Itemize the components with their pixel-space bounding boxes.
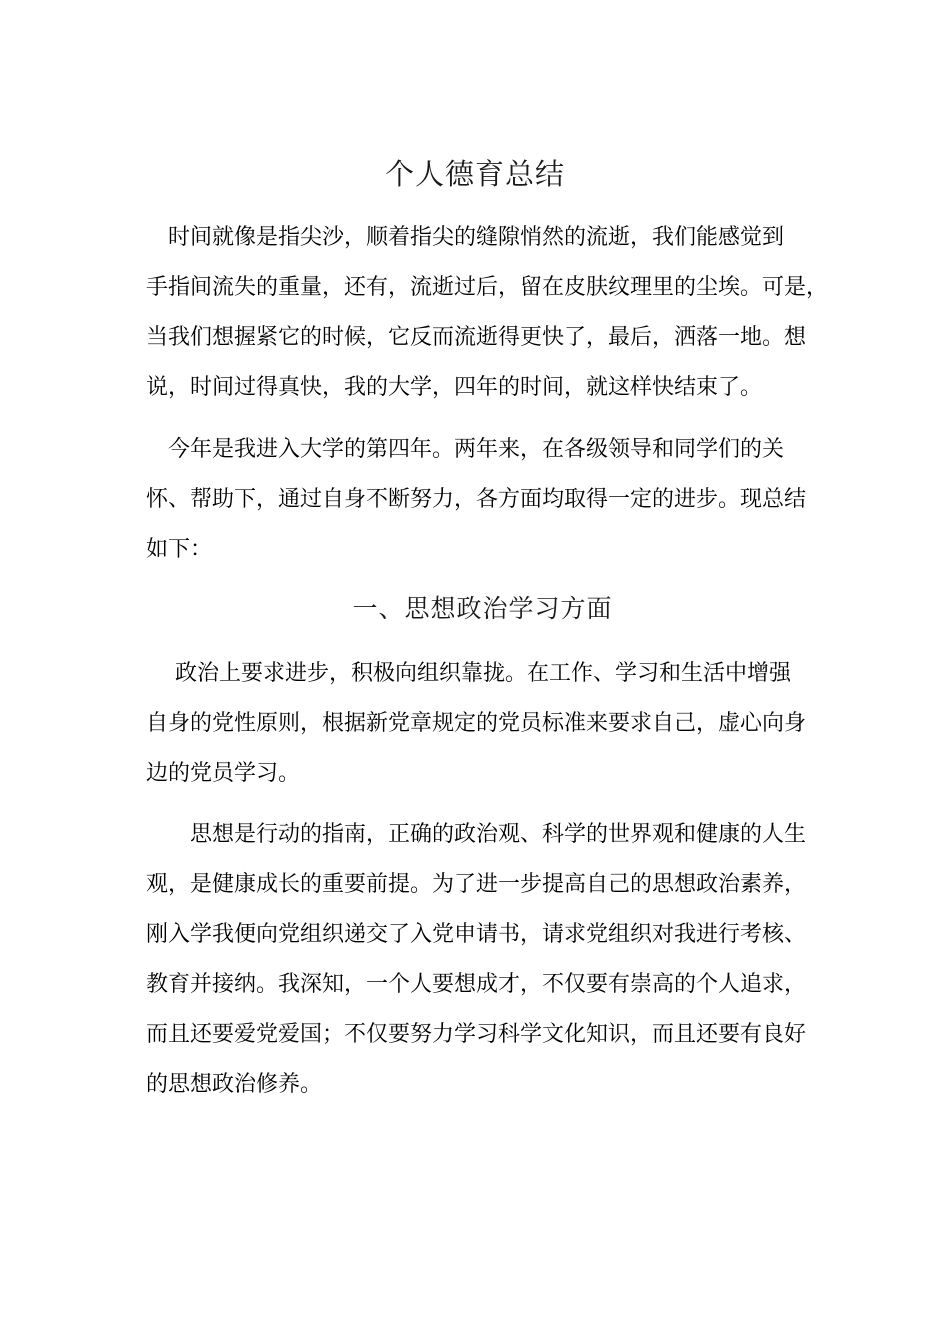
document-title: 个人德育总结	[384, 157, 565, 191]
text-line: 观，是健康成长的重要前提。为了进一步提高自己的思想政治素养，	[146, 872, 807, 897]
text-line: 思想是行动的指南，正确的政治观、科学的世界观和健康的人生	[146, 822, 807, 847]
text-line: 说，时间过得真快，我的大学，四年的时间，就这样快结束了。	[146, 375, 763, 400]
paragraph-ideology	[146, 810, 836, 1110]
text-line: 自身的党性原则，根据新党章规定的党员标准来要求自己，虚心向身	[146, 711, 807, 736]
section-heading: 一、思想政治学习方面	[352, 594, 613, 623]
text-line: 边的党员学习。	[146, 761, 301, 786]
text-line: 手指间流失的重量，还有，流逝过后，留在皮肤纹理里的尘埃。可是，	[146, 275, 829, 300]
text-line: 教育并接纳。我深知，一个人要想成才，不仅要有崇高的个人追求，	[146, 972, 807, 997]
text-line: 政治上要求进步，积极向组织靠拢。在工作、学习和生活中增强	[146, 661, 791, 686]
paragraph-summary-intro	[146, 425, 836, 575]
paragraph-intro	[146, 213, 836, 413]
text-line: 时间就像是指尖沙，顺着指尖的缝隙悄然的流逝，我们能感觉到	[146, 225, 785, 250]
text-line: 今年是我进入大学的第四年。两年来，在各级领导和同学们的关	[146, 437, 785, 462]
text-line: 如下：	[146, 537, 213, 562]
text-line: 怀、帮助下，通过自身不断努力，各方面均取得一定的进步。现总结	[146, 487, 807, 512]
paragraph-political	[146, 649, 836, 799]
text-line: 刚入学我便向党组织递交了入党申请书，请求党组织对我进行考核、	[146, 922, 807, 947]
text-line: 而且还要爱党爱国；不仅要努力学习科学文化知识，而且还要有良好	[146, 1022, 807, 1047]
text-line: 的思想政治修养。	[146, 1072, 323, 1097]
text-line: 当我们想握紧它的时候，它反而流逝得更快了，最后，洒落一地。想	[146, 325, 807, 350]
